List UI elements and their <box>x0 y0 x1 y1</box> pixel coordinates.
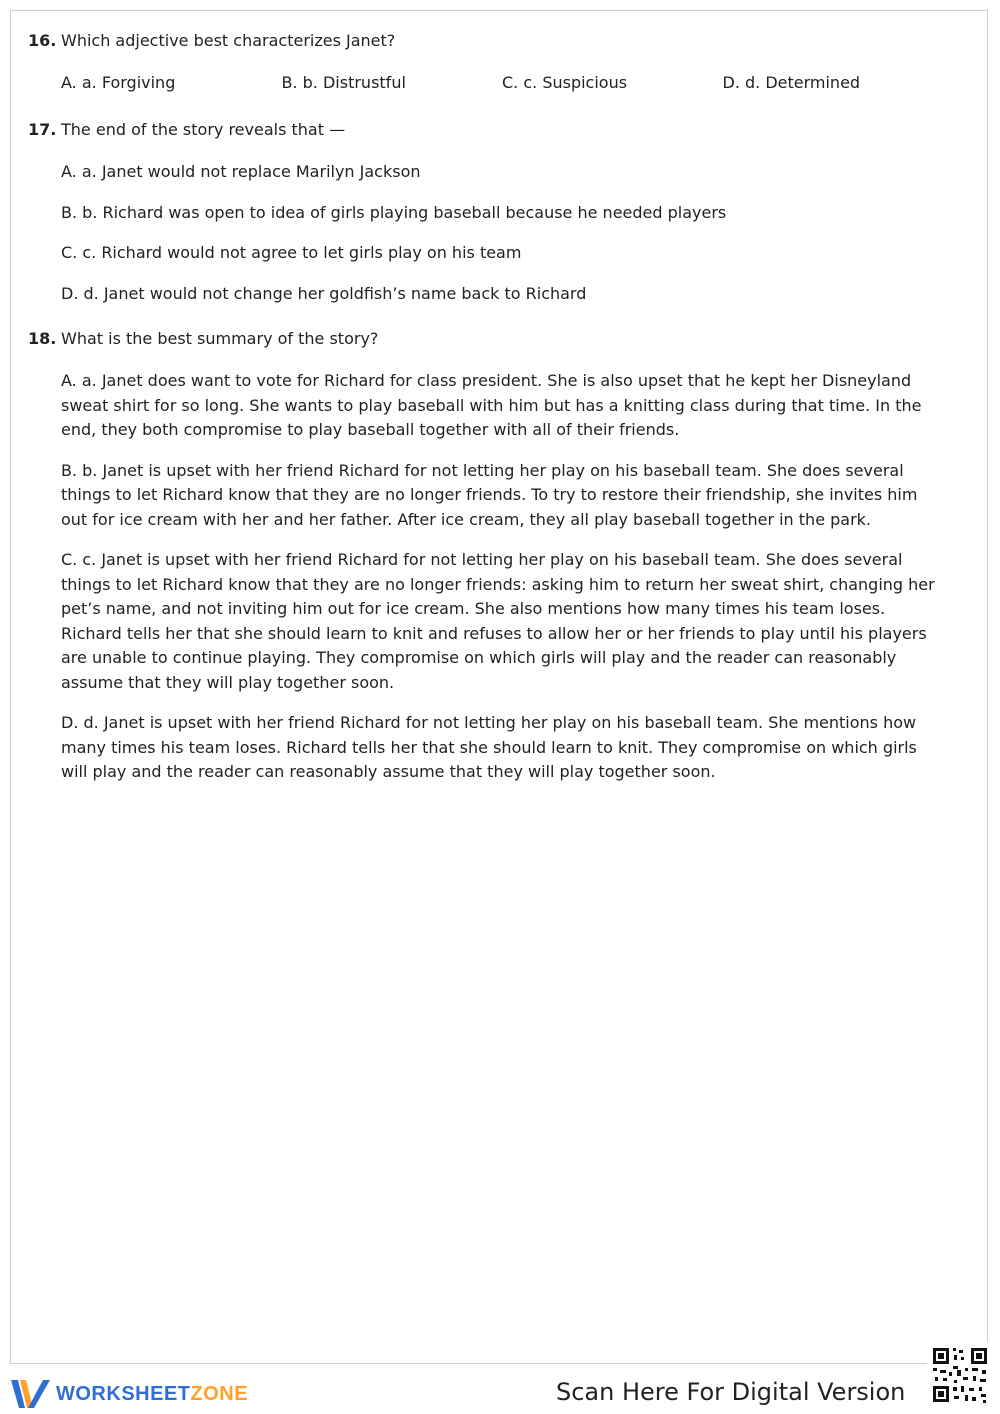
question-16 <box>28 31 943 96</box>
question-17 <box>28 120 943 306</box>
option-c[interactable]: C. c. Suspicious <box>502 73 628 92</box>
option-a[interactable]: A. a. Forgiving <box>61 73 176 92</box>
option-b[interactable]: B. b. Richard was open to idea of girls playing baseball because he needed players <box>61 202 727 222</box>
option-a[interactable]: A. a. Janet does want to vote for Richard for class president. She is also upset that he kept her Disneyland sweat shirt for so long. She wants to play baseball with him but has a knitting class during that time. In the end, they both compromise to play baseball together with all of their friends. <box>61 371 922 439</box>
question-text: Which adjective best characterizes Janet? <box>61 31 396 50</box>
worksheetzone-logo[interactable] <box>10 1378 248 1410</box>
scan-caption: Scan Here For Digital Version <box>556 1378 906 1406</box>
option-list <box>61 160 943 306</box>
option-list <box>61 71 943 96</box>
option-b[interactable]: B. b. Janet is upset with her friend Richard for not letting her play on his baseball team. She does several things to let Richard know that they are no longer friends. To try to restore their friendship, she invites him out for ice cream with her and her father. After ice cream, they all play baseball together in the park. <box>61 460 918 529</box>
option-d[interactable]: D. d. Janet is upset with her friend Richard for not letting her play on his baseball team. She mentions how many times his team loses. Richard tells her that she should learn to knit. They compromise on which girls will play and the reader can reasonably assume that they will play together soon. <box>61 713 917 781</box>
question-number: 17. <box>28 120 57 139</box>
option-b[interactable]: B. b. Distrustful <box>281 73 406 92</box>
option-list <box>61 369 943 785</box>
qr-code-icon[interactable] <box>927 1342 993 1408</box>
option-d[interactable]: D. d. Janet would not change her goldfish’s name back to Richard <box>61 283 587 303</box>
question-number: 16. <box>28 31 57 50</box>
question-18 <box>28 329 943 785</box>
option-c[interactable]: C. c. Janet is upset with her friend Richard for not letting her play on his baseball team. She does several things to let Richard know that they are no longer friends: asking him to return her sweat shirt, changing her pet’s name, and not inviting him out for ice cream. She also mentions how many times his team loses. Richard tells her that she should learn to knit and refuses to allow her or her friends to play until his players are unable to continue playing. They compromise on which girls will play and the reader can reasonably assume that they will play together soon. <box>61 550 935 692</box>
logo-w-icon <box>10 1378 52 1410</box>
option-c[interactable]: C. c. Richard would not agree to let girls play on his team <box>61 243 522 262</box>
question-number: 18. <box>28 329 57 348</box>
question-text: What is the best summary of the story? <box>61 329 379 348</box>
option-a[interactable]: A. a. Janet would not replace Marilyn Jackson <box>61 162 421 181</box>
option-d[interactable]: D. d. Determined <box>722 73 861 92</box>
question-text: The end of the story reveals that — <box>61 120 346 139</box>
logo-text: WORKSHEETZONE <box>56 1382 249 1405</box>
